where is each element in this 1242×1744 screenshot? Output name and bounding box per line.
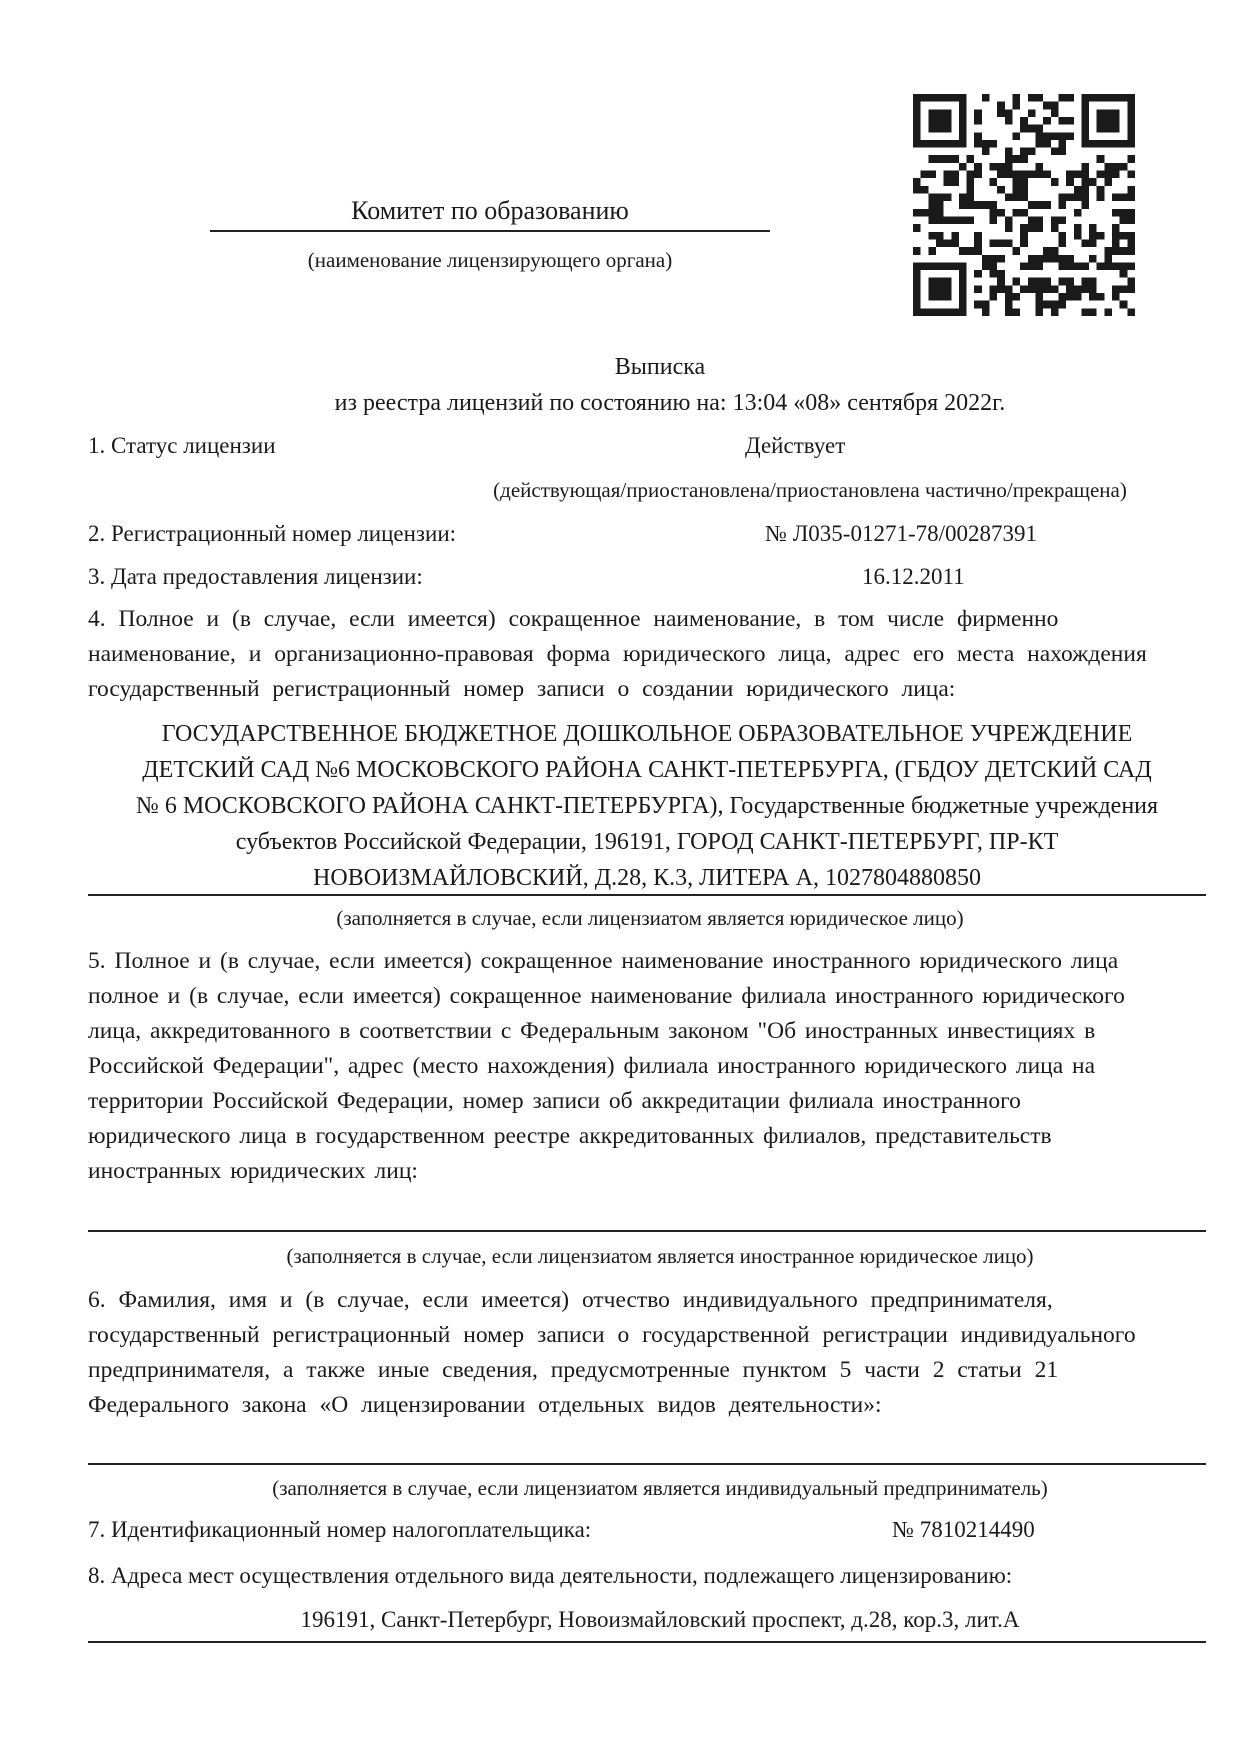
paragraph-line: государственный регистрационный номер записи о создании юридического лица: bbox=[88, 676, 956, 702]
qr-code-icon bbox=[913, 94, 1135, 316]
paragraph-line: иностранных юридических лиц: bbox=[88, 1158, 418, 1184]
license-status-caption: (действующая/приостановлена/приостановлена частично/прекращена) bbox=[493, 478, 1127, 502]
license-status-label: 1. Статус лицензии bbox=[88, 433, 276, 458]
paragraph-line: лица, аккредитованного в соответствии с Федеральным законом "Об иностранных инвестициях в bbox=[88, 1018, 1096, 1044]
entrepreneur-underline bbox=[88, 1463, 1206, 1465]
license-date-label: 3. Дата предоставления лицензии: bbox=[88, 564, 423, 589]
foreign-entity-caption: (заполняется в случае, если лицензиатом является иностранное юридическое лицо) bbox=[286, 1244, 1034, 1268]
legal-entity-line: субъектов Российской Федерации, 196191, ГОРОД САНКТ-ПЕТЕРБУРГ, ПР-КТ bbox=[235, 829, 1059, 855]
registration-number-label: 2. Регистрационный номер лицензии: bbox=[88, 521, 457, 546]
legal-entity-value bbox=[88, 716, 1206, 896]
paragraph-line: государственный регистрационный номер записи о государственной регистрации индивидуального bbox=[88, 1322, 1136, 1348]
foreign-entity-underline bbox=[88, 1230, 1206, 1232]
paragraph-line: Российской Федерации", адрес (место нахождения) филиала иностранного юридического лица на bbox=[88, 1053, 1096, 1079]
paragraph-line: 5. Полное и (в случае, если имеется) сокращенное наименование иностранного юридического лица bbox=[88, 948, 1119, 974]
entrepreneur-description bbox=[88, 1283, 1206, 1423]
tax-id-value: № 7810214490 bbox=[892, 1517, 1035, 1542]
legal-entity-caption: (заполняется в случае, если лицензиатом является юридическое лицо) bbox=[336, 906, 964, 930]
foreign-entity-description bbox=[88, 944, 1206, 1189]
document-subtitle: из реестра лицензий по состоянию на: 13:04 «08» сентября 2022г. bbox=[334, 390, 1006, 416]
activity-address-underline bbox=[88, 1641, 1206, 1643]
tax-id-label: 7. Идентификационный номер налогоплательщика: bbox=[88, 1517, 592, 1542]
document-title: Выписка bbox=[614, 354, 706, 380]
licensing-authority-name: Комитет по образованию bbox=[351, 196, 629, 225]
paragraph-line: наименование, и организационно-правовая форма юридического лица, адрес его места нахождения bbox=[88, 641, 1147, 667]
authority-underline bbox=[210, 230, 770, 232]
legal-entity-description bbox=[88, 602, 1206, 707]
legal-entity-underline bbox=[88, 894, 1206, 896]
paragraph-line: полное и (в случае, если имеется) сокращенное наименование филиала иностранного юридического bbox=[88, 983, 1125, 1009]
paragraph-line: Федерального закона «О лицензировании отдельных видов деятельности»: bbox=[88, 1392, 882, 1418]
paragraph-line: территории Российской Федерации, номер записи об аккредитации филиала иностранного bbox=[88, 1088, 1021, 1114]
activity-address-label: 8. Адреса мест осуществления отдельного вида деятельности, подлежащего лицензированию: bbox=[88, 1563, 1013, 1588]
paragraph-line: 6. Фамилия, имя и (в случае, если имеется) отчество индивидуального предпринимателя, bbox=[88, 1287, 1053, 1313]
license-date-value: 16.12.2011 bbox=[862, 564, 965, 589]
legal-entity-line: НОВОИЗМАЙЛОВСКИЙ, Д.28, К.3, ЛИТЕРА А, 1027804880850 bbox=[313, 865, 981, 891]
registration-number-value: № Л035-01271-78/00287391 bbox=[765, 521, 1038, 546]
activity-address-value: 196191, Санкт-Петербург, Новоизмайловский проспект, д.28, кор.3, лит.А bbox=[300, 1607, 1020, 1632]
paragraph-line: юридического лица в государственном реестре аккредитованных филиалов, представительств bbox=[88, 1123, 1052, 1149]
entrepreneur-caption: (заполняется в случае, если лицензиатом является индивидуальный предприниматель) bbox=[272, 1476, 1048, 1500]
legal-entity-line: № 6 МОСКОВСКОГО РАЙОНА САНКТ-ПЕТЕРБУРГА), Государственные бюджетные учреждения bbox=[135, 793, 1159, 819]
authority-caption: (наименование лицензирующего органа) bbox=[307, 248, 673, 272]
paragraph-line: предпринимателя, а также иные сведения, предусмотренные пунктом 5 части 2 статьи 21 bbox=[88, 1357, 1059, 1383]
legal-entity-line: ГОСУДАРСТВЕННОЕ БЮДЖЕТНОЕ ДОШКОЛЬНОЕ ОБРАЗОВАТЕЛЬНОЕ УЧРЕЖДЕНИЕ bbox=[161, 721, 1133, 747]
license-status-value: Действует bbox=[745, 433, 846, 458]
paragraph-line: 4. Полное и (в случае, если имеется) сокращенное наименование, в том числе фирменно bbox=[88, 606, 1059, 632]
legal-entity-line: ДЕТСКИЙ САД №6 МОСКОВСКОГО РАЙОНА САНКТ-ПЕТЕРБУРГА, (ГБДОУ ДЕТСКИЙ САД bbox=[142, 757, 1152, 783]
